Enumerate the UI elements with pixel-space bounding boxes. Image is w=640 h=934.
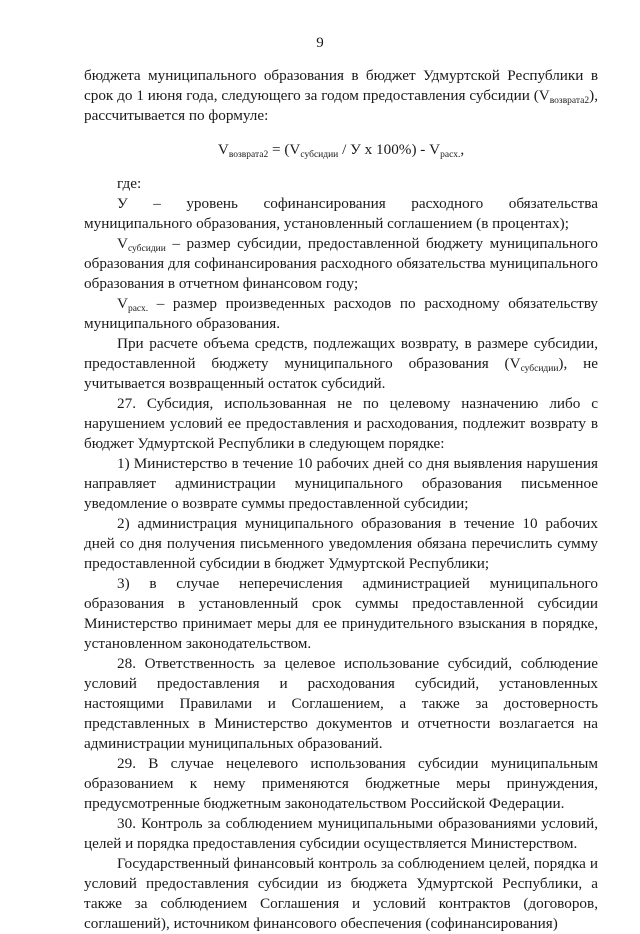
formula-part: = (V: [268, 141, 301, 158]
text-segment: ), не учитывается возвращенный остаток субсидий.: [84, 355, 598, 392]
word: уровень: [186, 195, 238, 212]
subscript: субсидии: [300, 150, 339, 160]
definition-subsidy: [84, 234, 598, 294]
subscript: возврата2: [549, 96, 590, 106]
paragraph-27-item-1: 1) Министерство в течение 10 рабочих дней со дня выявления нарушения направляет администрации муниципального образования письменное уведомление о возврате суммы предоставленной субсидии;: [84, 455, 598, 512]
text-segment: – размер субсидии, предоставленной бюджету муниципального образования для софинансирования расходного обязательства муниципального образования в отчетном финансовом году;: [84, 235, 598, 292]
formula-part: V: [217, 141, 229, 158]
subscript: расх.: [440, 150, 461, 160]
text-segment: При расчете объема средств, подлежащих возврату, в размере субсидии, предоставленной бюджету муниципального образования (V: [84, 335, 598, 372]
symbol: У: [117, 195, 128, 212]
text-segment: – размер произведенных расходов по расходному обязательству муниципального образования.: [84, 295, 598, 332]
symbol: V: [117, 235, 128, 252]
paragraph-30: 30. Контроль за соблюдением муниципальными образованиями условий, целей и порядка предоставления субсидии осуществляется Министерством.: [84, 815, 598, 852]
paragraph-27-item-2: 2) администрация муниципального образования в течение 10 рабочих дней со дня получения письменного уведомления обязана перечислить сумму предоставленной субсидии в бюджет Удмуртской Республики;: [84, 515, 598, 572]
symbol: V: [117, 295, 128, 312]
document-body: [84, 66, 598, 934]
word: обязательства: [508, 195, 598, 212]
dash: –: [153, 195, 161, 212]
paragraph-financial-control: Государственный финансовый контроль за соблюдением целей, порядка и условий предоставления субсидии из бюджета Удмуртской Республики, а также за соблюдением Соглашения и условий контрактов (договоров, соглашений), источником финансового обеспечения (софинансирования): [84, 855, 598, 932]
definition-level-continuation: муниципального образования, установленный соглашением (в процентах);: [84, 215, 569, 232]
formula-part: / У х 100%) - V: [338, 141, 441, 158]
where-label: где:: [117, 175, 142, 192]
paragraph-27-item-3: 3) в случае неперечисления администрацией муниципального образования в установленный срок суммы предоставленной субсидии Министерство принимает меры для ее принудительного взыскания в порядке, установленном законодательством.: [84, 575, 598, 652]
paragraph-28: 28. Ответственность за целевое использование субсидий, соблюдение условий предоставления и расходования субсидий, установленных настоящими Правилами и Соглашением, а также за достоверность представленных в Министерство документов и отчетности возлагается на администрации муниципальных образований.: [84, 655, 598, 752]
text-segment: ), рассчитывается по формуле:: [84, 87, 598, 124]
subscript: субсидии: [127, 244, 166, 254]
paragraph-calculation: [84, 334, 598, 394]
formula: [84, 140, 598, 160]
page-number: 9: [316, 35, 324, 51]
word: софинансирования: [263, 195, 386, 212]
definition-expenses: [84, 294, 598, 334]
subscript: субсидии: [520, 364, 559, 374]
definition-level: [84, 194, 598, 214]
word: расходного: [411, 195, 484, 212]
text-segment: бюджета муниципального образования в бюджет Удмуртской Республики в срок до 1 июня года, следующего за годом предоставления субсидии (V: [84, 67, 598, 104]
paragraph-return-formula-intro: [84, 66, 598, 126]
subscript: возврата2: [228, 150, 269, 160]
definition-level-line: [117, 194, 598, 214]
subscript: расх.: [127, 304, 149, 314]
paragraph-29: 29. В случае нецелевого использования субсидии муниципальным образованием к нему применяются бюджетные меры принуждения, предусмотренные бюджетным законодательством Российской Федерации.: [84, 755, 598, 812]
paragraph-27: 27. Субсидия, использованная не по целевому назначению либо с нарушением условий ее предоставления и расходования, подлежит возврату в бюджет Удмуртской Республики в следующем порядке:: [84, 395, 598, 452]
formula-part: ,: [460, 141, 465, 158]
